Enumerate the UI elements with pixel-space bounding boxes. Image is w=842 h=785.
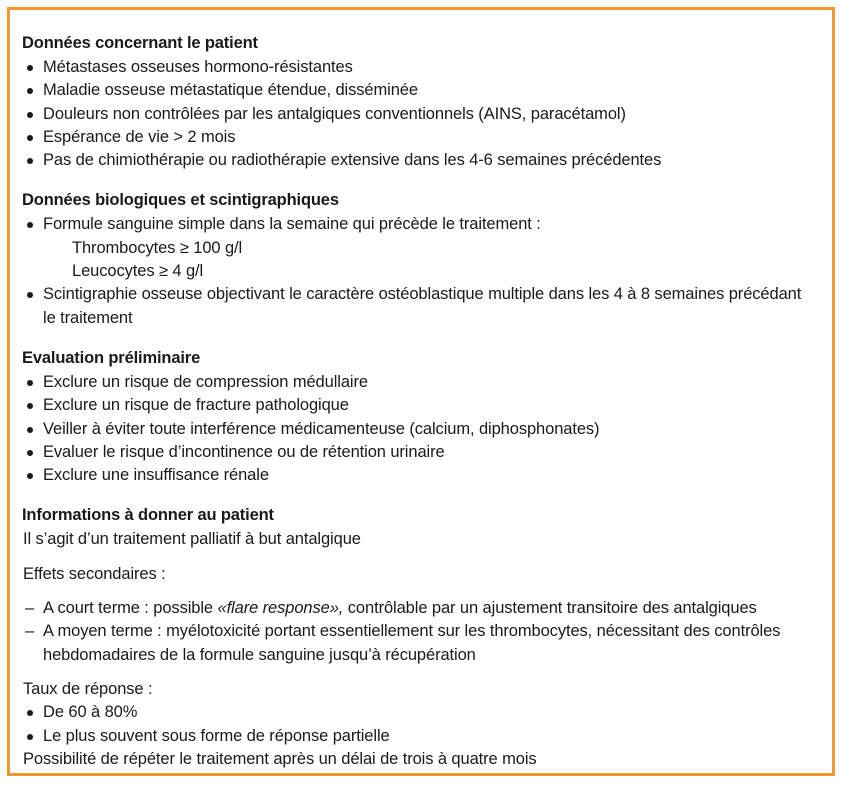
bullet-icon bbox=[27, 222, 33, 228]
list-item-text: Evaluer le risque d’incontinence ou de rétention urinaire bbox=[43, 442, 445, 461]
section-title: Informations à donner au patient bbox=[22, 506, 274, 525]
bullet-icon bbox=[27, 135, 33, 141]
list-item-text: Exclure un risque de compression médullaire bbox=[43, 372, 368, 391]
list-item bbox=[22, 441, 818, 464]
bullet-icon bbox=[27, 292, 33, 298]
list-item-text: Exclure une insuffisance rénale bbox=[43, 466, 269, 485]
response-rate-label: Taux de réponse : bbox=[23, 679, 153, 698]
list-item bbox=[22, 725, 818, 748]
list-item-text: Métastases osseuses hormono-résistantes bbox=[43, 58, 353, 76]
list-item bbox=[22, 213, 818, 236]
list-item-text: Exclure un risque de fracture pathologique bbox=[43, 396, 349, 415]
sub-item-leucocytes: Leucocytes ≥ 4 g/l bbox=[72, 262, 204, 281]
bullet-icon bbox=[27, 380, 33, 386]
dash-icon: – bbox=[25, 622, 35, 641]
list-item-text: Maladie osseuse métastatique étendue, disséminée bbox=[43, 81, 418, 100]
bullet-icon bbox=[27, 65, 33, 71]
section-title: Données concernant le patient bbox=[22, 34, 258, 52]
bullet-icon bbox=[27, 450, 33, 456]
list-item-short-term bbox=[22, 597, 818, 620]
list-item-text: Veiller à éviter toute interférence médicamenteuse (calcium, diphosphonates) bbox=[43, 419, 600, 438]
intro-text: Il s’agit d’un traitement palliatif à but antalgique bbox=[23, 530, 361, 549]
bullet-list-response bbox=[22, 701, 818, 748]
list-item bbox=[22, 103, 818, 126]
flare-response-italic: «flare response», bbox=[217, 599, 344, 618]
side-effects-label: Effets secondaires : bbox=[23, 564, 166, 583]
spacer bbox=[22, 667, 818, 678]
dash-icon: – bbox=[25, 599, 35, 618]
section-evaluation-preliminaire bbox=[22, 347, 818, 487]
list-item bbox=[22, 79, 818, 102]
list-item-text: Pas de chimiothérapie ou radiothérapie extensive dans les 4-6 semaines précédentes bbox=[43, 151, 662, 170]
section-title: Evaluation préliminaire bbox=[22, 348, 201, 367]
bullet-icon bbox=[27, 427, 33, 433]
mid-term-text: A moyen terme : myélotoxicité portant essentiellement sur les thrombocytes, nécessitant des contrôles hebdomadaires de la formule sanguine jusqu’à récupération bbox=[43, 622, 781, 664]
bullet-icon bbox=[27, 403, 33, 409]
list-item bbox=[22, 701, 818, 724]
bullet-list bbox=[22, 371, 818, 487]
dash-list bbox=[22, 597, 818, 667]
spacer bbox=[22, 586, 818, 597]
bullet-list bbox=[22, 213, 818, 236]
sub-item-thrombocytes: Thrombocytes ≥ 100 g/l bbox=[72, 238, 243, 257]
list-item-text: De 60 à 80% bbox=[43, 703, 138, 722]
list-item bbox=[22, 371, 818, 394]
bullet-icon bbox=[27, 473, 33, 479]
section-title: Données biologiques et scintigraphiques bbox=[22, 191, 339, 210]
list-item bbox=[22, 464, 818, 487]
list-item-mid-term bbox=[22, 620, 818, 667]
closing-text: Possibilité de répéter le traitement après un délai de trois à quatre mois bbox=[23, 749, 537, 768]
section-donnees-biologiques bbox=[22, 189, 818, 329]
list-item-text: Espérance de vie > 2 mois bbox=[43, 127, 236, 146]
section-informations-patient bbox=[22, 504, 818, 771]
list-item-text: Scintigraphie osseuse objectivant le caractère ostéoblastique multiple dans les 4 à 8 semaines précédant le traitement bbox=[43, 285, 802, 327]
list-item bbox=[22, 56, 818, 79]
document-content bbox=[10, 10, 832, 781]
short-term-suffix: contrôlable par un ajustement transitoire des antalgiques bbox=[343, 599, 757, 618]
bordered-content-box bbox=[7, 7, 835, 776]
short-term-prefix: A court terme : possible bbox=[43, 599, 218, 618]
bullet-icon bbox=[27, 710, 33, 716]
bullet-list bbox=[22, 283, 818, 330]
bullet-icon bbox=[27, 88, 33, 94]
list-item bbox=[22, 418, 818, 441]
list-item bbox=[22, 394, 818, 417]
bullet-icon bbox=[27, 112, 33, 118]
list-item-text: Douleurs non contrôlées par les antalgiques conventionnels (AINS, paracétamol) bbox=[43, 104, 626, 123]
list-item-text: Le plus souvent sous forme de réponse partielle bbox=[43, 726, 390, 745]
list-item bbox=[22, 126, 818, 149]
list-item-text: Formule sanguine simple dans la semaine qui précède le traitement : bbox=[43, 215, 541, 234]
bullet-icon bbox=[27, 734, 33, 740]
bullet-icon bbox=[27, 158, 33, 164]
section-donnees-patient bbox=[22, 32, 818, 172]
list-item bbox=[22, 283, 818, 330]
spacer bbox=[22, 552, 818, 563]
bullet-list bbox=[22, 56, 818, 172]
list-item bbox=[22, 149, 818, 172]
